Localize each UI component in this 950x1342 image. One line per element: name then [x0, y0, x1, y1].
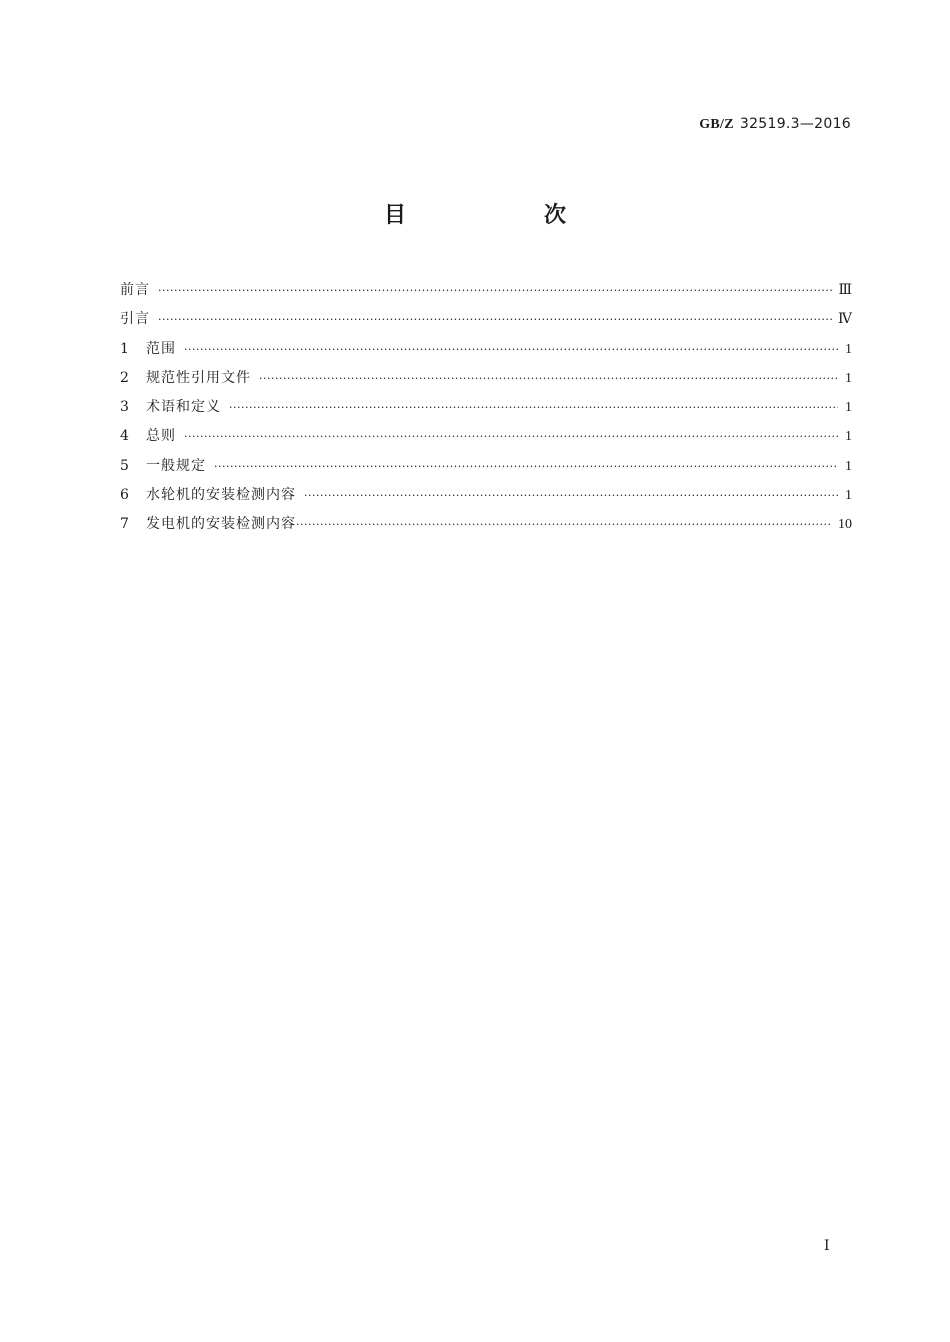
toc-title: 目 次 — [383, 203, 624, 228]
dot-leader — [259, 364, 838, 393]
toc-entry-number: 1 — [120, 340, 129, 357]
toc-entry-label: 水轮机的安装检测内容 — [146, 487, 296, 504]
toc-entry-terms-definitions[interactable] — [120, 393, 852, 422]
toc-entry-page: 10 — [838, 517, 852, 533]
toc-entry-page: 1 — [845, 458, 852, 474]
document-code — [699, 116, 851, 133]
toc-entry-page: 1 — [845, 488, 852, 504]
toc-entry-normative-references[interactable] — [120, 364, 852, 393]
standard-number: 32519.3—2016 — [739, 116, 851, 132]
toc-entry-foreword[interactable] — [120, 276, 852, 305]
dot-leader — [229, 393, 838, 422]
toc-entry-page: Ⅲ — [838, 283, 852, 298]
toc-entry-number: 3 — [120, 399, 129, 416]
toc-entry-label: 前言 — [120, 282, 150, 298]
toc-entry-number: 4 — [120, 428, 129, 445]
dot-leader — [296, 510, 832, 539]
dot-leader — [158, 276, 832, 305]
toc-entry-introduction[interactable] — [120, 305, 852, 334]
toc-entry-label: 总则 — [146, 428, 176, 445]
toc-entry-page: 1 — [845, 429, 852, 445]
toc-entry-label: 范围 — [146, 340, 176, 357]
toc-entry-label: 规范性引用文件 — [146, 369, 251, 386]
toc-entry-general[interactable] — [120, 422, 852, 451]
table-of-contents — [120, 276, 852, 540]
toc-entry-page: 1 — [845, 341, 852, 357]
toc-entry-label: 发电机的安装检测内容 — [146, 516, 296, 533]
toc-entry-label: 一般规定 — [146, 457, 206, 474]
toc-entry-label: 引言 — [120, 311, 150, 328]
toc-entry-generator-inspection[interactable] — [120, 510, 852, 539]
toc-entry-scope[interactable] — [120, 335, 852, 364]
toc-entry-page: 1 — [845, 400, 852, 416]
toc-entry-number: 5 — [120, 457, 129, 474]
toc-entry-number: 7 — [120, 516, 129, 533]
toc-entry-general-provisions[interactable] — [120, 452, 852, 481]
toc-entry-page: Ⅳ — [838, 312, 852, 328]
dot-leader — [184, 335, 838, 364]
dot-leader — [158, 305, 832, 334]
standard-prefix: GB/Z — [699, 117, 734, 132]
dot-leader — [184, 422, 838, 451]
toc-entry-page: 1 — [845, 370, 852, 386]
toc-entry-number: 2 — [120, 369, 129, 386]
toc-entry-turbine-inspection[interactable] — [120, 481, 852, 510]
toc-entry-label: 术语和定义 — [146, 399, 221, 416]
toc-entry-number: 6 — [120, 487, 129, 504]
dot-leader — [304, 481, 838, 510]
dot-leader — [214, 452, 838, 481]
page-number: Ⅰ — [824, 1239, 830, 1254]
